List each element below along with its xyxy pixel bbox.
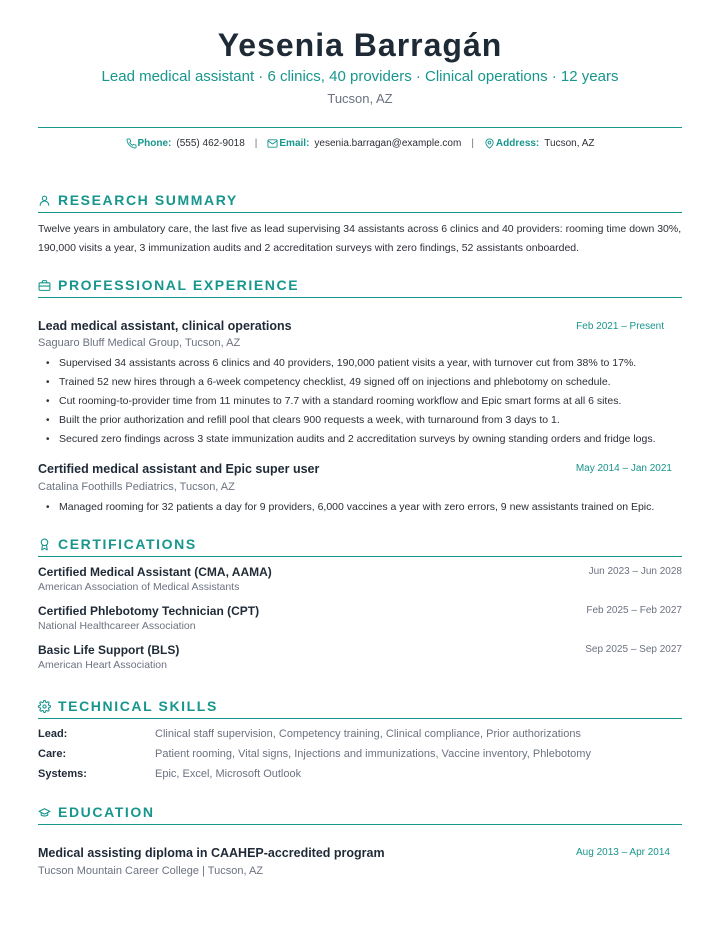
section-divider [38, 824, 682, 825]
experience-section-title: PROFESSIONAL EXPERIENCE [58, 277, 300, 293]
education-section-header [38, 802, 682, 822]
award-ribbon-icon [38, 538, 51, 551]
certification-issuer: American Heart Association [38, 659, 167, 671]
list-item: • Supervised 34 assistants across 6 clinics and 40 providers, 190,000 patient visits a year, with turnover cut from 38% to 17%. [38, 354, 688, 373]
skill-values: Clinical staff supervision, Competency training, Clinical compliance, Prior authorizations [155, 728, 581, 740]
section-divider [38, 556, 682, 557]
education-section-title: EDUCATION [58, 804, 155, 820]
section-divider [38, 718, 682, 719]
job-title: Certified medical assistant and Epic super user [38, 462, 320, 476]
envelope-icon [267, 138, 278, 149]
summary-section-header [38, 190, 682, 210]
contact-address [484, 137, 595, 150]
contact-separator: | [254, 138, 258, 149]
phone-icon [126, 138, 137, 149]
address-label: Address: [495, 138, 540, 149]
gear-icon [38, 700, 51, 713]
experience-section-header [38, 275, 682, 295]
skill-values: Patient rooming, Vital signs, Injections and immunizations, Vaccine inventory, Phlebotomy [155, 748, 591, 760]
certifications-section-title: CERTIFICATIONS [58, 536, 197, 552]
job-bullets [38, 354, 688, 449]
contact-separator: | [471, 138, 474, 149]
section-divider [38, 212, 682, 213]
job-organization: Catalina Foothills Pediatrics, Tucson, AZ [38, 481, 235, 493]
certifications-section-header [38, 534, 682, 554]
certification-dates: Jun 2023 – Jun 2028 [588, 566, 682, 577]
certification-name: Basic Life Support (BLS) [38, 643, 180, 657]
list-item: • Trained 52 new hires through a 6-week competency checklist, 49 signed off on injections and phlebotomy on schedule. [38, 373, 688, 392]
map-pin-icon [484, 138, 495, 149]
education-school: Tucson Mountain Career College | Tucson, AZ [38, 865, 264, 877]
job-bullets [38, 498, 688, 517]
section-divider [38, 297, 682, 298]
list-item: • Cut rooming-to-provider time from 11 minutes to 7.7 with a standard rooming workflow and Epic smart forms at all 6 sites. [38, 392, 688, 411]
graduation-cap-icon [38, 806, 51, 819]
person-icon [38, 194, 51, 207]
job-title: Lead medical assistant, clinical operations [38, 319, 292, 333]
skills-section-header [38, 696, 682, 716]
candidate-location: Tucson, AZ [327, 91, 393, 106]
list-item: • Built the prior authorization and refill pool that clears 900 requests a week, with turnaround from 3 days to 1. [38, 411, 688, 430]
certification-dates: Sep 2025 – Sep 2027 [585, 644, 682, 655]
list-item: • Secured zero findings across 3 state immunization audits and 2 accreditation surveys by owning standing orders and fridge logs. [38, 430, 688, 449]
certification-name: Certified Phlebotomy Technician (CPT) [38, 604, 260, 618]
phone-value[interactable]: (555) 462-9018 [176, 138, 245, 149]
skill-category: Lead: [38, 728, 68, 740]
certification-name: Certified Medical Assistant (CMA, AAMA) [38, 565, 272, 579]
job-organization: Saguaro Bluff Medical Group, Tucson, AZ [38, 337, 241, 349]
contact-phone [126, 137, 245, 150]
job-dates: May 2014 – Jan 2021 [575, 463, 672, 474]
list-item: • Managed rooming for 32 patients a day for 9 providers, 6,000 vaccines a year with zero errors, 9 new assistants trained on Epic. [38, 498, 688, 517]
job-dates: Feb 2021 – Present [576, 321, 664, 332]
certification-issuer: National Healthcareer Association [38, 620, 196, 632]
summary-section-title: RESEARCH SUMMARY [58, 192, 238, 208]
contact-email [267, 137, 461, 150]
education-degree: Medical assisting diploma in CAAHEP-accredited program [38, 846, 385, 860]
candidate-headline: Lead medical assistant · 6 clinics, 40 providers · Clinical operations · 12 years [101, 68, 619, 85]
phone-label: Phone: [137, 138, 172, 149]
email-label: Email: [279, 138, 310, 149]
skills-section-title: TECHNICAL SKILLS [58, 698, 218, 714]
contact-bar [38, 137, 682, 150]
certification-dates: Feb 2025 – Feb 2027 [586, 605, 682, 616]
skill-category: Systems: [38, 768, 87, 780]
candidate-name: Yesenia Barragán [217, 27, 503, 63]
skill-values: Epic, Excel, Microsoft Outlook [155, 768, 302, 780]
email-value[interactable]: yesenia.barragan@example.com [314, 138, 462, 149]
education-dates: Aug 2013 – Apr 2014 [576, 847, 670, 858]
address-value: Tucson, AZ [544, 138, 595, 149]
header-divider [38, 127, 682, 128]
skill-category: Care: [38, 748, 67, 760]
briefcase-icon [38, 279, 51, 292]
summary-text: Twelve years in ambulatory care, the last five as lead supervising 34 assistants across 6 clinics and 40 providers: rooming time down 30%, 190,000 visits a year, 3 immunization audits and 2 accreditation surveys with zero findings, 52 assistants onboarded. [38, 223, 682, 254]
certification-issuer: American Association of Medical Assistants [38, 581, 240, 593]
